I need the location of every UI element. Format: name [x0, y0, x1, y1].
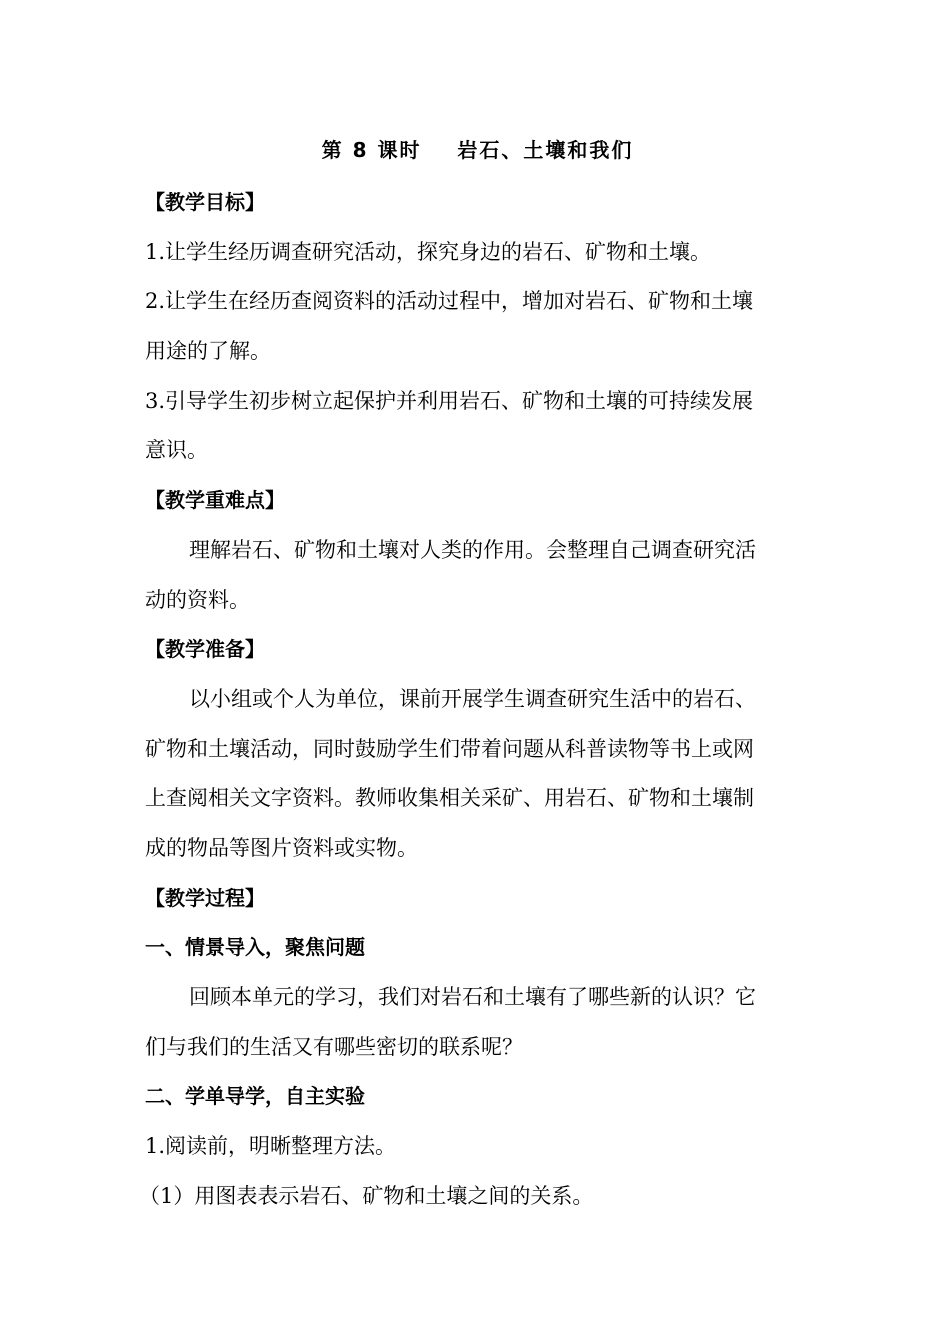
paragraph-line: 2.让学生在经历查阅资料的活动过程中，增加对岩石、矿物和土壤	[145, 289, 754, 314]
paragraph-line: （1）用图表表示岩石、矿物和土壤之间的关系。	[139, 1183, 594, 1208]
section-heading: 【教学重难点】	[145, 488, 285, 513]
paragraph-line: 动的资料。	[145, 587, 250, 612]
paragraph-line: 3.引导学生初步树立起保护并利用岩石、矿物和土壤的可持续发展	[145, 388, 754, 413]
section-heading: 【教学过程】	[145, 885, 265, 910]
section-heading: 【教学准备】	[145, 637, 265, 662]
paragraph-line: 1.阅读前，明晰整理方法。	[145, 1134, 397, 1159]
document-body	[139, 178, 810, 1221]
paragraph-line: 们与我们的生活又有哪些密切的联系呢？	[145, 1034, 523, 1059]
document-page	[139, 0, 810, 1344]
paragraph-line: 用途的了解。	[145, 339, 271, 364]
paragraph-line: 成的物品等图片资料或实物。	[145, 835, 418, 860]
paragraph-line: 1.让学生经历调查研究活动，探究身边的岩石、矿物和土壤。	[145, 239, 712, 264]
paragraph-line: 以小组或个人为单位，课前开展学生调查研究生活中的岩石、	[189, 686, 756, 711]
paragraph-line: 意识。	[145, 438, 208, 463]
paragraph-line: 矿物和土壤活动，同时鼓励学生们带着问题从科普读物等书上或网	[145, 736, 754, 761]
section-heading: 【教学目标】	[145, 190, 265, 214]
section-heading: 二、学单导学，自主实验	[145, 1084, 365, 1109]
paragraph-line: 回顾本单元的学习，我们对岩石和土壤有了哪些新的认识？它	[189, 985, 756, 1009]
section-heading: 一、情景导入，聚焦问题	[145, 935, 365, 960]
paragraph-line: 上查阅相关文字资料。教师收集相关采矿、用岩石、矿物和土壤制	[145, 786, 754, 811]
lesson-title: 第 8 课时 岩石、土壤和我们	[321, 138, 634, 162]
paragraph-line: 理解岩石、矿物和土壤对人类的作用。会整理自己调查研究活	[189, 537, 756, 562]
